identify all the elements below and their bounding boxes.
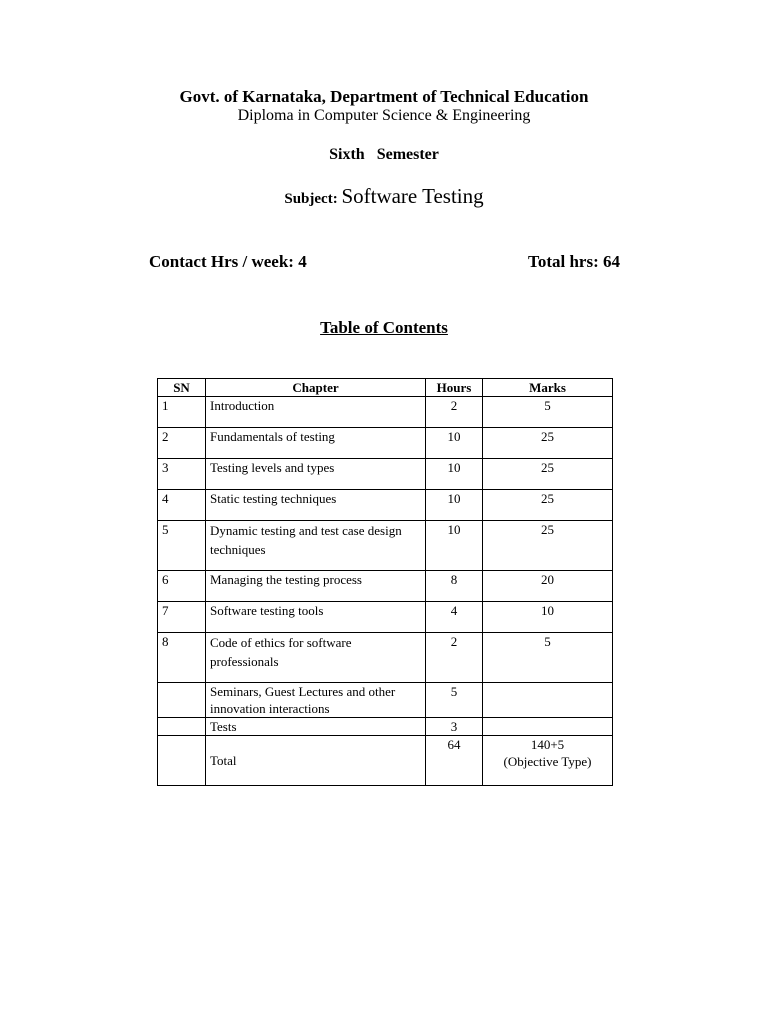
total-marks-cell [483,736,613,786]
row-marks: 10 [483,602,613,633]
row-chapter: Code of ethics for software professionals [206,633,426,683]
contact-hours: Contact Hrs / week: 4 [149,252,307,271]
row-marks-empty [483,718,613,736]
subject-label: Subject: [284,191,338,207]
table-row [158,490,613,521]
row-sn: 8 [158,633,206,683]
row-sn-empty [158,736,206,786]
table-row [158,459,613,490]
row-sn: 5 [158,521,206,571]
subject-value: Software Testing [341,184,484,208]
row-marks: 20 [483,571,613,602]
row-chapter: Seminars, Guest Lectures and other innovation interactions [206,683,426,718]
document-title: Govt. of Karnataka, Department of Technical Education [179,87,589,106]
row-sn: 2 [158,428,206,459]
row-chapter: Testing levels and types [206,459,426,490]
semester-word-1: Sixth [329,146,365,163]
row-hours: 2 [426,633,483,683]
document-subtitle: Diploma in Computer Science & Engineering [237,107,531,124]
row-hours: 2 [426,397,483,428]
row-hours: 5 [426,683,483,718]
row-marks: 25 [483,428,613,459]
row-hours: 10 [426,490,483,521]
semester-heading [0,146,768,164]
row-chapter: Dynamic testing and test case design techniques [206,521,426,571]
row-marks: 5 [483,397,613,428]
table-row [158,571,613,602]
row-chapter: Introduction [206,397,426,428]
column-header-marks: Marks [483,379,613,397]
total-hours-cell: 64 [426,736,483,786]
row-hours: 10 [426,459,483,490]
table-row [158,602,613,633]
toc-title [0,318,768,338]
row-chapter: Fundamentals of testing [206,428,426,459]
row-sn: 3 [158,459,206,490]
row-marks: 25 [483,490,613,521]
row-hours: 8 [426,571,483,602]
row-chapter: Software testing tools [206,602,426,633]
row-sn: 4 [158,490,206,521]
table-row [158,633,613,683]
table-row-total [158,736,613,786]
table-row-seminars [158,683,613,718]
row-sn-empty [158,683,206,718]
row-marks: 5 [483,633,613,683]
row-marks: 25 [483,521,613,571]
total-marks-note: (Objective Type) [503,754,592,769]
row-sn: 6 [158,571,206,602]
row-marks: 25 [483,459,613,490]
row-hours: 10 [426,428,483,459]
row-hours: 10 [426,521,483,571]
table-row [158,521,613,571]
semester-word-2: Semester [376,146,439,163]
row-sn-empty [158,718,206,736]
column-header-sn: SN [158,379,206,397]
row-sn: 1 [158,397,206,428]
subject-heading [0,184,768,209]
table-row [158,428,613,459]
total-hours: Total hrs: 64 [528,252,620,271]
row-sn: 7 [158,602,206,633]
toc-table [157,378,613,786]
row-chapter: Static testing techniques [206,490,426,521]
column-header-hours: Hours [426,379,483,397]
table-row-tests [158,718,613,736]
row-chapter: Tests [206,718,426,736]
toc-title-text: Table of Contents [320,318,448,337]
column-header-chapter: Chapter [206,379,426,397]
total-marks-value: 140+5 [530,737,565,752]
table-row [158,397,613,428]
row-hours: 3 [426,718,483,736]
total-label: Total [206,736,426,786]
row-hours: 4 [426,602,483,633]
row-chapter: Managing the testing process [206,571,426,602]
row-marks-empty [483,683,613,718]
table-header-row [158,379,613,397]
